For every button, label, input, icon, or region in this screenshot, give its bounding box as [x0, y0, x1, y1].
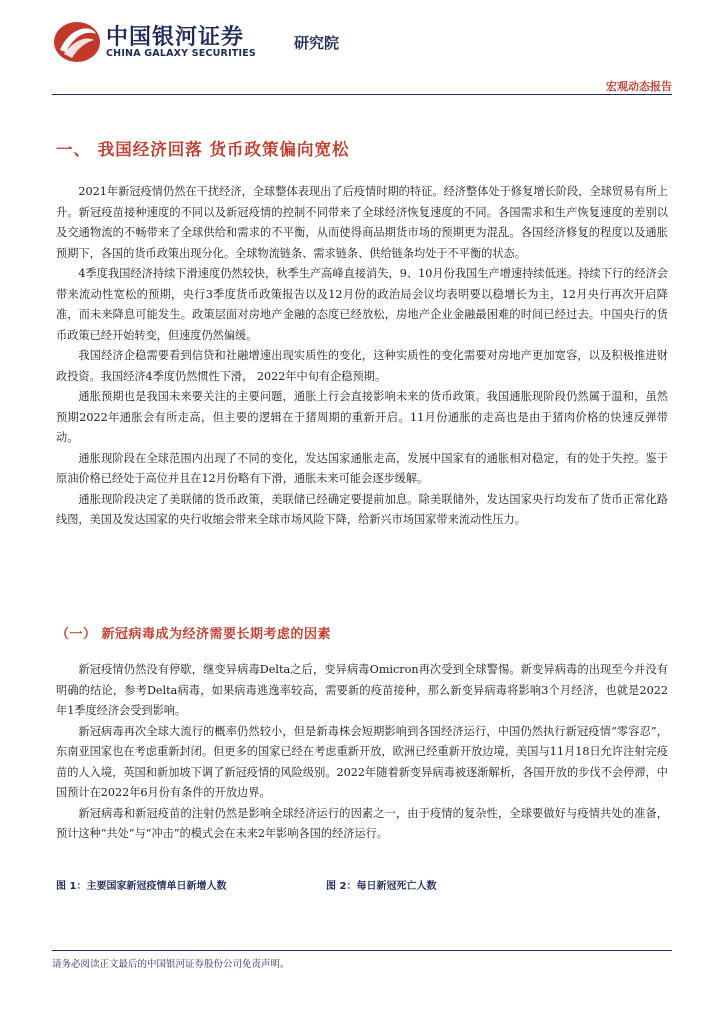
- figure-1-caption: 图 1：主要国家新冠疫情单日新增人数: [56, 881, 227, 892]
- footer-disclaimer: 请务必阅读正文最后的中国银河证券股份公司免责声明。: [52, 959, 290, 970]
- paragraph: 新冠病毒再次全球大流行的概率仍然较小，但是新毒株会短期影响到各国经济运行，中国仍然执行新冠疫情“零容忍”，东南亚国家也在考虑重新封闭。但更多的国家已经在考虑重新开放，欧洲已经重新开放边境，美国与11月18日允许注射完疫苗的人入境，英国和新加坡下调了新冠疫情的风险级别。2022年随着新变异病毒被逐渐解析，各国开放的步伐不会停滞，中国预计在2022年6月份有条件的开放边界。: [56, 724, 668, 799]
- paragraph: 4季度我国经济持续下滑速度仍然较快，秋季生产高峰直接消失，9、10月份我国生产增速持续低迷。持续下行的经济会带来流动性宽松的预期，央行3季度货币政策报告以及12月份的政治局会议均表明要以稳增长为主，12月央行再次开启降准，而未来降息可能发生。政策层面对房地产金融的态度已经放松，房地产企业金融最困难的时间已经过去。中国央行的货币政策已经开始转变，但速度仍然偏缓。: [56, 267, 668, 342]
- paragraph: 新冠病毒和新冠疫苗的注射仍然是影响全球经济运行的因素之一，由于疫情的复杂性，全球要做好与疫情共处的准备，预计这种“共处”与“冲击”的模式会在未来2年影响各国的经济运行。: [56, 806, 668, 840]
- page-header: [52, 18, 672, 68]
- institute-label: 研究院: [294, 34, 340, 52]
- section-1-body: [56, 182, 668, 531]
- brand-name-cn: 中国银河证券: [106, 25, 245, 50]
- paragraph: 通胀现阶段决定了美联储的货币政策，美联储已经确定要提前加息。除美联储外，发达国家央行均发布了货币正常化路线图，美国及发达国家的央行收缩会带来全球市场风险下降，给新兴市场国家带来流动性压力。: [56, 492, 668, 526]
- galaxy-logo-icon: [52, 20, 102, 64]
- section-heading-1: 一、 我国经济回落 货币政策偏向宽松: [56, 140, 350, 159]
- paragraph: 2021年新冠疫情仍然在干扰经济，全球整体表现出了后疫情时期的特征。经济整体处于修复增长阶段，全球贸易有所上升。新冠疫苗接种速度的不同以及新冠疫情的控制不同带来了全球经济恢复速度的不同。各国需求和生产恢复速度的差别以及交通物流的不畅带来了全球供给和需求的不平衡，从而使得商品期货市场的预期更为混乱。各国经济修复的程度以及通胀预期下，各国的货币政策出现分化。全球物流链条、需求链条、供给链条均处于不平衡的状态。: [56, 185, 668, 260]
- paragraph: 新冠疫情仍然没有停歇，继变异病毒Delta之后，变异病毒Omicron再次受到全球警惕。新变异病毒的出现至今并没有明确的结论，参考Delta病毒，如果病毒逃逸率较高，需要新的疫苗接种，那么新变异病毒将影响3个月经济，也就是2022年1季度经济会受到影响。: [56, 663, 668, 717]
- paragraph: 我国经济企稳需要看到信贷和社融增速出现实质性的变化，这种实质性的变化需要对房地产更加宽容，以及积极推进财政投资。我国经济4季度仍然惯性下滑， 2022年中旬有企稳预期。: [56, 349, 668, 383]
- footer-divider: [52, 950, 672, 951]
- brand-name-en: CHINA GALAXY SECURITIES: [106, 48, 256, 59]
- paragraph: 通胀现阶段在全球范围内出现了不同的变化，发达国家通胀走高，发展中国家有的通胀相对稳定，有的处于失控。鉴于原油价格已经处于高位并且在12月份略有下滑，通胀未来可能会逐步缓解。: [56, 451, 668, 485]
- figure-2-caption: 图 2：每日新冠死亡人数: [326, 881, 437, 892]
- subsection-heading-1: （一） 新冠病毒成为经济需要长期考虑的因素: [56, 627, 332, 642]
- report-type-label: 宏观动态报告: [606, 80, 672, 93]
- header-divider: [52, 94, 672, 95]
- section-2-body: [56, 660, 668, 845]
- paragraph: 通胀预期也是我国未来要关注的主要问题，通胀上行会直接影响未来的货币政策。我国通胀现阶段仍然属于温和，虽然预期2022年通胀会有所走高，但主要的逻辑在于猪周期的重新开启。11月份通胀的走高也是由于猪肉价格的快速反弹带动。: [56, 390, 668, 444]
